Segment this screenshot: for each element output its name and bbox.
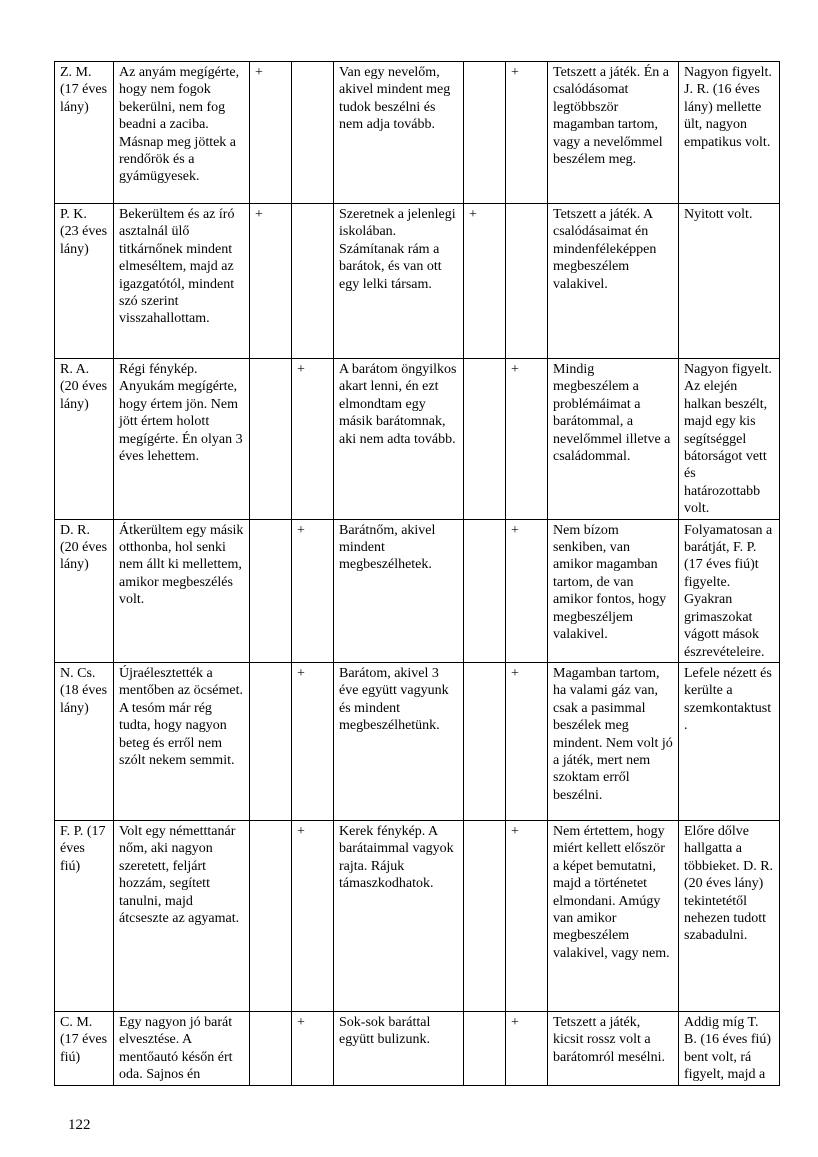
story-cell: Régi fénykép. Anyukám megígérte, hogy értem jön. Nem jött értem holott megígérte. Én olyan 3 éves lehettem. [114, 359, 250, 520]
mark-cell [250, 662, 292, 820]
support-cell: Van egy nevelőm, akivel mindent meg tudok beszélni és nem adja tovább. [334, 62, 464, 204]
support-cell: A barátom öngyilkos akart lenni, én ezt elmondtam egy másik barátomnak, aki nem adta tovább. [334, 359, 464, 520]
opinion-cell: Tetszett a játék. Én a csalódásomat legtöbbször magamban tartom, vagy a nevelőmmel beszélem meg. [548, 62, 679, 204]
mark-cell [506, 204, 548, 359]
mark-cell [464, 359, 506, 520]
mark-cell [464, 662, 506, 820]
opinion-cell: Tetszett a játék. A csalódásaimat én mindenféleképpen megbeszélem valakivel. [548, 204, 679, 359]
support-cell: Barátnőm, akivel mindent megbeszélhetek. [334, 519, 464, 662]
mark-cell: + [506, 820, 548, 1011]
table-row [55, 359, 780, 520]
mark-cell: + [292, 662, 334, 820]
mark-cell: + [506, 662, 548, 820]
mark-cell: + [292, 359, 334, 520]
observation-cell: Addig míg T. B. (16 éves fiú) bent volt, rá figyelt, majd a [679, 1011, 780, 1085]
table-row [55, 662, 780, 820]
story-cell: Újraélesztették a mentőben az öcsémet. A tesóm már rég tudta, hogy nagyon beteg és erről nem szólt nekem semmit. [114, 662, 250, 820]
mark-cell: + [292, 1011, 334, 1085]
mark-cell: + [464, 204, 506, 359]
story-cell: Bekerültem és az író asztalnál ülő titkárnőnek mindent elmeséltem, majd az igazgatótól, mindent szó szerint visszahallottam. [114, 204, 250, 359]
mark-cell [464, 519, 506, 662]
story-cell: Egy nagyon jó barát elvesztése. A mentőautó későn ért oda. Sajnos én [114, 1011, 250, 1085]
observation-cell: Előre dőlve hallgatta a többieket. D. R. (20 éves lány) tekintetétől nehezen tudott szabadulni. [679, 820, 780, 1011]
observation-table [54, 61, 780, 1086]
story-cell: Volt egy németttanár nőm, aki nagyon szeretett, feljárt hozzám, segített tanulni, majd átcseszte az agyamat. [114, 820, 250, 1011]
observation-cell: Nagyon figyelt. Az elején halkan beszélt, majd egy kis segítséggel bátorságot vett és határozottabb volt. [679, 359, 780, 520]
page-number: 122 [68, 1117, 91, 1133]
person-cell: C. M. (17 éves fiú) [55, 1011, 114, 1085]
opinion-cell: Nem bízom senkiben, van amikor magamban tartom, de van amikor fontos, hogy megbeszéljem valakivel. [548, 519, 679, 662]
mark-cell [464, 62, 506, 204]
mark-cell [464, 820, 506, 1011]
story-cell: Átkerültem egy másik otthonba, hol senki nem állt ki mellettem, amikor megbeszélés volt. [114, 519, 250, 662]
table-row [55, 62, 780, 204]
mark-cell [464, 1011, 506, 1085]
person-cell: R. A. (20 éves lány) [55, 359, 114, 520]
mark-cell: + [506, 519, 548, 662]
mark-cell: + [250, 204, 292, 359]
opinion-cell: Mindig megbeszélem a problémáimat a barátommal, a nevelőmmel illetve a családommal. [548, 359, 679, 520]
mark-cell [250, 519, 292, 662]
person-cell: F. P. (17 éves fiú) [55, 820, 114, 1011]
support-cell: Barátom, akivel 3 éve együtt vagyunk és mindent megbeszélhetünk. [334, 662, 464, 820]
mark-cell [250, 1011, 292, 1085]
observation-cell: Lefele nézett és kerülte a szemkontaktust. [679, 662, 780, 820]
mark-cell: + [506, 359, 548, 520]
mark-cell [250, 820, 292, 1011]
mark-cell: + [292, 820, 334, 1011]
support-cell: Sok-sok baráttal együtt bulizunk. [334, 1011, 464, 1085]
support-cell: Kerek fénykép. A barátaimmal vagyok rajta. Rájuk támaszkodhatok. [334, 820, 464, 1011]
support-cell: Szeretnek a jelenlegi iskolában. Számítanak rám a barátok, és van ott egy lelki társam. [334, 204, 464, 359]
opinion-cell: Magamban tartom, ha valami gáz van, csak a pasimmal beszélek meg mindent. Nem volt jó a játék, mert nem szoktam erről beszélni. [548, 662, 679, 820]
opinion-cell: Tetszett a játék, kicsit rossz volt a barátomról mesélni. [548, 1011, 679, 1085]
mark-cell: + [250, 62, 292, 204]
story-cell: Az anyám megígérte, hogy nem fogok bekerülni, nem fog beadni a zaciba. Másnap meg jöttek a rendőrök és a gyámügyesek. [114, 62, 250, 204]
mark-cell: + [506, 1011, 548, 1085]
opinion-cell: Nem értettem, hogy miért kellett először a képet bemutatni, majd a történetet elmondani. Amúgy van amikor megbeszélem valakivel, vagy nem. [548, 820, 679, 1011]
table-row [55, 204, 780, 359]
mark-cell [292, 62, 334, 204]
table-row [55, 820, 780, 1011]
observation-cell: Folyamatosan a barátját, F. P. (17 éves fiú)t figyelte. Gyakran grimaszokat vágott mások észrevételeire. [679, 519, 780, 662]
observation-cell: Nyitott volt. [679, 204, 780, 359]
mark-cell [250, 359, 292, 520]
person-cell: P. K. (23 éves lány) [55, 204, 114, 359]
table-row [55, 1011, 780, 1085]
person-cell: D. R. (20 éves lány) [55, 519, 114, 662]
person-cell: Z. M. (17 éves lány) [55, 62, 114, 204]
mark-cell [292, 204, 334, 359]
table-row [55, 519, 780, 662]
mark-cell: + [292, 519, 334, 662]
observation-cell: Nagyon figyelt. J. R. (16 éves lány) mellette ült, nagyon empatikus volt. [679, 62, 780, 204]
mark-cell: + [506, 62, 548, 204]
person-cell: N. Cs. (18 éves lány) [55, 662, 114, 820]
